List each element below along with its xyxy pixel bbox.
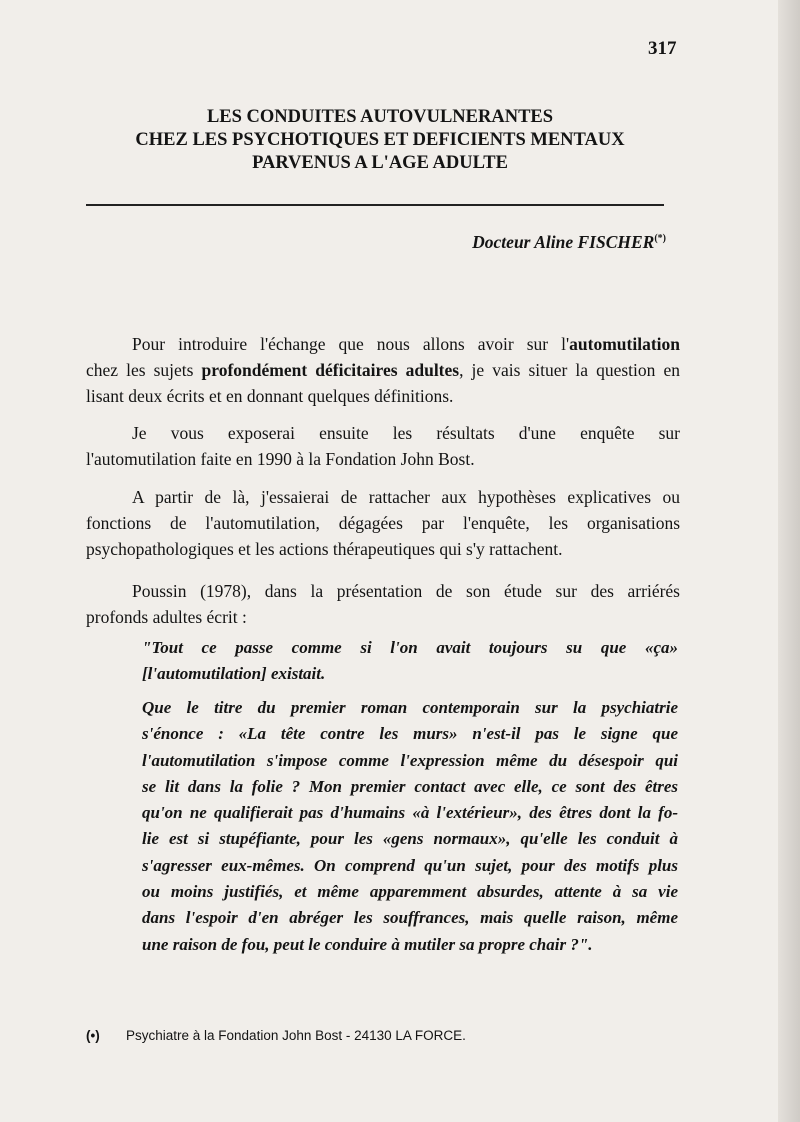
quote-line: "Tout ce passe comme si l'on avait toujours su que «ça» [142, 638, 678, 657]
title-line: CHEZ LES PSYCHOTIQUES ET DEFICIENTS MENTAUX [135, 130, 625, 150]
quote-line: s'agresser eux-mêmes. On comprend qu'un sujet, pour des motifs plus [142, 855, 678, 875]
quote-line: l'automutilation s'impose comme l'expression même du désespoir qui [142, 750, 678, 770]
footnote [86, 1028, 646, 1043]
emphasis: automutilation [569, 334, 680, 354]
text-line: lisant deux écrits et en donnant quelques définitions. [86, 386, 454, 406]
text-line: chez les sujets profondément déficitaires adultes, je vais situer la question en [86, 360, 680, 380]
quote-line: se lit dans la folie ? Mon premier contact avec elle, ce sont des êtres [142, 776, 678, 796]
quote-line: ou moins justifiés, et même apparemment absurdes, attente à sa vie [142, 882, 678, 902]
quote-line: s'énonce : «La tête contre les murs» n'est-il pas le signe que [142, 724, 678, 744]
quote-line: une raison de fou, peut le conduire à mutiler sa propre chair ?". [142, 934, 593, 954]
emphasis: profondément déficitaires adultes [201, 360, 460, 380]
text-line: A partir de là, j'essaierai de rattacher aux hypothèses explicatives ou [132, 487, 680, 507]
footnote-text: Psychiatre à la Fondation John Bost - 24130 LA FORCE. [126, 1028, 466, 1043]
title-line: PARVENUS A L'AGE ADULTE [252, 153, 508, 173]
paragraph-intro [86, 331, 680, 409]
text-line: Pour introduire l'échange que nous allons avoir sur l'automutilation [132, 334, 680, 354]
page-edge [778, 0, 800, 1122]
text-line: psychopathologiques et les actions thérapeutiques qui s'y rattachent. [86, 539, 563, 559]
text-line: Je vous exposerai ensuite les résultats d'une enquête sur [132, 423, 680, 443]
paragraph-survey [86, 420, 680, 472]
quote-line: dans l'espoir d'en abréger les souffrances, mais quelle raison, même [142, 908, 678, 928]
quotation-body [142, 695, 678, 958]
title-rule [86, 204, 664, 206]
article-title [96, 106, 664, 175]
quote-line: lie est si stupéfiante, pour les «gens normaux», qu'elle les conduit à [142, 829, 678, 849]
text-line: l'automutilation faite en 1990 à la Fondation John Bost. [86, 449, 475, 469]
author-line [420, 232, 666, 253]
quotation-opening [142, 635, 678, 688]
paragraph-hypotheses [86, 484, 680, 562]
text-line: Poussin (1978), dans la présentation de son étude sur des arriérés [132, 581, 680, 601]
quote-line: Que le titre du premier roman contemporain sur la psychiatrie [142, 698, 678, 717]
footnote-mark: (•) [86, 1028, 100, 1043]
title-line: LES CONDUITES AUTOVULNERANTES [206, 107, 554, 127]
page-number: 317 [648, 38, 677, 59]
paragraph-poussin [86, 578, 680, 630]
text-line: fonctions de l'automutilation, dégagées par l'enquête, les organisations [86, 513, 680, 533]
quote-line: [l'automutilation] existait. [142, 664, 326, 684]
text-line: profonds adultes écrit : [86, 607, 247, 627]
author-note-mark: (*) [654, 233, 666, 245]
quote-line: qu'on ne qualifierait pas d'humains «à l'extérieur», des êtres dont la fo- [142, 803, 678, 823]
author-name: Docteur Aline FISCHER [472, 232, 655, 252]
